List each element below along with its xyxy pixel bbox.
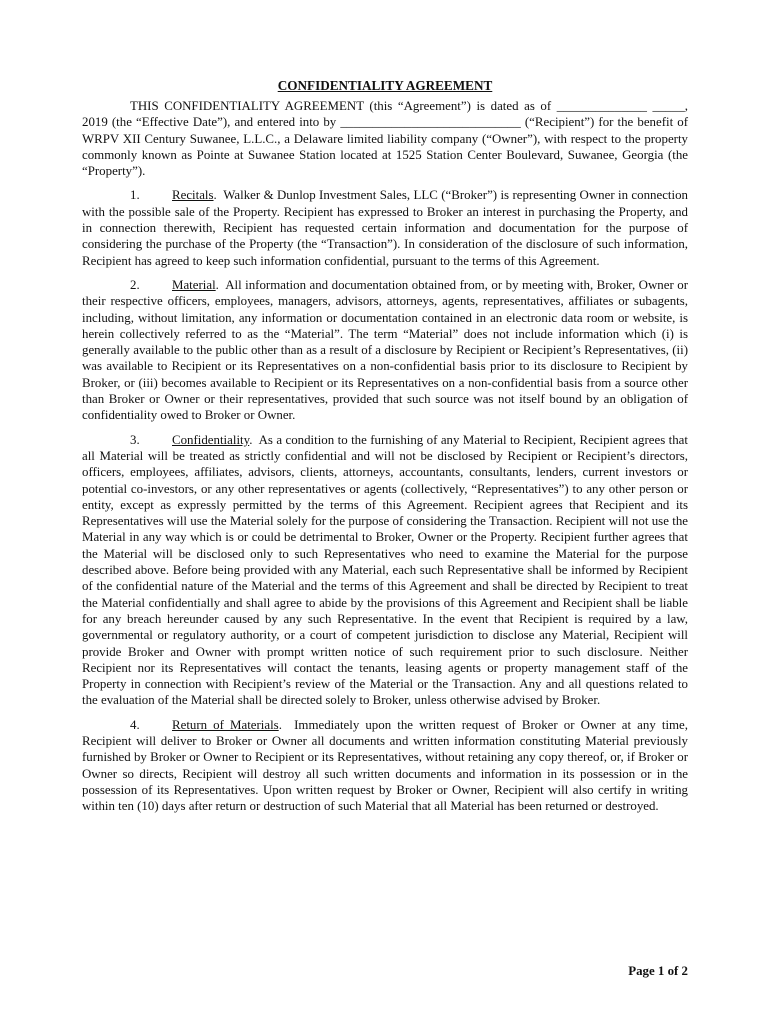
section-heading: Recitals <box>172 188 214 203</box>
intro-paragraph: THIS CONFIDENTIALITY AGREEMENT (this “Agreement”) is dated as of ______________ _____, 2019 (the “Effective Date”), and entered into by ____________________________ (“Recipient”) for the benefit of WRPV XII Century Suwanee, L.L.C., a Delaware limited liability company (“Owner”), with respect to the property commonly known as Pointe at Suwanee Station located at 1525 Station Center Boulevard, Suwanee, Georgia (the “Property”). <box>82 99 688 179</box>
section-text: Walker & Dunlop Investment Sales, LLC (“Broker”) is representing Owner in connection with the possible sale of the Property. Recipient has expressed to Broker an interest in purchasing the Property, and in connection therewith, Recipient has requested certain information and documentation for the purpose of considering the purchase of the Property (the “Transaction”). In consideration of the disclosure of such information, Recipient has agreed to keep such information confidential, pursuant to the terms of this Agreement. <box>82 188 688 268</box>
section-number: 3. <box>130 432 140 447</box>
section-number: 1. <box>130 188 140 203</box>
section-heading: Return of Materials <box>172 717 279 732</box>
section-number: 2. <box>130 277 140 292</box>
section-text: As a condition to the furnishing of any Material to Recipient, Recipient agrees that all Material will be treated as strictly confidential and will not be disclosed by Recipient or Recipient’s directors, officers, employees, affiliates, advisors, clients, attorneys, accountants, consultants, lenders, current investors or potential co-investors, or any other representatives or agents (collectively, “Representatives”) to any other person or entity, except as expressly permitted by the terms of this Agreement. Recipient agrees that Recipient and its Representatives will use the Material solely for the purpose of considering the Transaction. Recipient will not use the Material in any way which is or could be detrimental to Broker, Owner or the Property. Recipient further agrees that the Material will be disclosed only to such Representatives who need to examine the Material for the purpose described above. Before being provided with any Material, each such Representative shall be informed by Recipient of the confidential nature of the Material and the terms of this Agreement and shall be directed by Recipient to treat the Material confidentially and shall agree to abide by the provisions of this Agreement and Recipient shall be liable for any breach hereunder caused by any such Representative. In the event that Recipient is required by a law, governmental or regulatory authority, or a court of competent jurisdiction to disclose any Material, Recipient will provide Broker and Owner with prompt written notice of such requirement prior to such disclosure. Neither Recipient nor its Representatives will contact the tenants, leasing agents or property management staff of the Property in connection with Recipient’s review of the Material or the Transaction. Any and all questions related to the evaluation of the Material shall be directed solely to Broker, unless otherwise advised by Broker. <box>82 432 688 708</box>
section-heading: Confidentiality <box>172 432 250 447</box>
document-title: CONFIDENTIALITY AGREEMENT <box>277 78 493 93</box>
page-number: Page 1 of 2 <box>628 964 688 978</box>
section-return-of-materials: 4. Return of Materials. Immediately upon the written request of Broker or Owner at any time, Recipient will deliver to Broker or Owner all documents and written information constituting Material previously furnished by Broker or Owner to Recipient or its Representatives, without retaining any copy thereof, or, if Broker or Owner so directs, Recipient will destroy all such written documents and information in its possession or in the possession of its Representatives. Upon written request by Broker or Owner, Recipient will also certify in writing within ten (10) days after return or destruction of such Material that all Material has been returned or destroyed. <box>82 717 688 814</box>
section-number: 4. <box>130 717 140 732</box>
section-text: Immediately upon the written request of Broker or Owner at any time, Recipient will deliver to Broker or Owner all documents and written information constituting Material previously furnished by Broker or Owner to Recipient or its Representatives, without retaining any copy thereof, or, if Broker or Owner so directs, Recipient will destroy all such written documents and information in its possession or in the possession of its Representatives. Upon written request by Broker or Owner, Recipient will also certify in writing within ten (10) days after return or destruction of such Material that all Material has been returned or destroyed. <box>82 717 688 814</box>
section-confidentiality: 3. Confidentiality. As a condition to the furnishing of any Material to Recipient, Recipient agrees that all Material will be treated as strictly confidential and will not be disclosed by Recipient or Recipient’s directors, officers, employees, affiliates, advisors, clients, attorneys, accountants, consultants, lenders, current investors or potential co-investors, or any other representatives or agents (collectively, “Representatives”) to any other person or entity, except as expressly permitted by the terms of this Agreement. Recipient agrees that Recipient and its Representatives will use the Material solely for the purpose of considering the Transaction. Recipient will not use the Material in any way which is or could be detrimental to Broker, Owner or the Property. Recipient further agrees that the Material will be disclosed only to such Representatives who need to examine the Material for the purpose described above. Before being provided with any Material, each such Representative shall be informed by Recipient of the confidential nature of the Material and the terms of this Agreement and shall be directed by Recipient to treat the Material confidentially and shall agree to abide by the provisions of this Agreement and Recipient shall be liable for any breach hereunder caused by any such Representative. In the event that Recipient is required by a law, governmental or regulatory authority, or a court of competent jurisdiction to disclose any Material, Recipient will provide Broker and Owner with prompt written notice of such requirement prior to such disclosure. Neither Recipient nor its Representatives will contact the tenants, leasing agents or property management staff of the Property in connection with Recipient’s review of the Material or the Transaction. Any and all questions related to the evaluation of the Material shall be directed solely to Broker, unless otherwise advised by Broker. <box>82 432 688 708</box>
section-recitals: 1. Recitals. Walker & Dunlop Investment Sales, LLC (“Broker”) is representing Owner in connection with the possible sale of the Property. Recipient has expressed to Broker an interest in purchasing the Property, and in connection therewith, Recipient has requested certain information and documentation for the purpose of considering the purchase of the Property (the “Transaction”). In consideration of the disclosure of such information, Recipient has agreed to keep such information confidential, pursuant to the terms of this Agreement. <box>82 188 688 268</box>
section-heading: Material <box>172 277 216 292</box>
section-material: 2. Material. All information and documentation obtained from, or by meeting with, Broker, Owner or their respective officers, employees, managers, advisors, attorneys, agents, representatives, affiliates or subagents, including, without limitation, any information or documentation contained in an electronic data room or website, is herein collectively referred to as the “Material”. The term “Material” does not include information which (i) is generally available to the public other than as a result of a disclosure by Recipient or Recipient’s Representatives, (ii) was available to Recipient or its Representatives on a non-confidential basis prior to its disclosure to Recipient by Broker, or (iii) becomes available to Recipient or its Representatives on a non-confidential basis from a source other than Broker or Owner or their representatives, provided that such source was not itself bound by an obligation of confidentiality owed to Broker or Owner. <box>82 277 688 423</box>
section-text: All information and documentation obtained from, or by meeting with, Broker, Owner or their respective officers, employees, managers, advisors, attorneys, agents, representatives, affiliates or subagents, including, without limitation, any information or documentation contained in an electronic data room or website, is herein collectively referred to as the “Material”. The term “Material” does not include information which (i) is generally available to the public other than as a result of a disclosure by Recipient or Recipient’s Representatives, (ii) was available to Recipient or its Representatives on a non-confidential basis prior to its disclosure to Recipient by Broker, or (iii) becomes available to Recipient or its Representatives on a non-confidential basis from a source other than Broker or Owner or their representatives, provided that such source was not itself bound by an obligation of confidentiality owed to Broker or Owner. <box>82 277 688 423</box>
